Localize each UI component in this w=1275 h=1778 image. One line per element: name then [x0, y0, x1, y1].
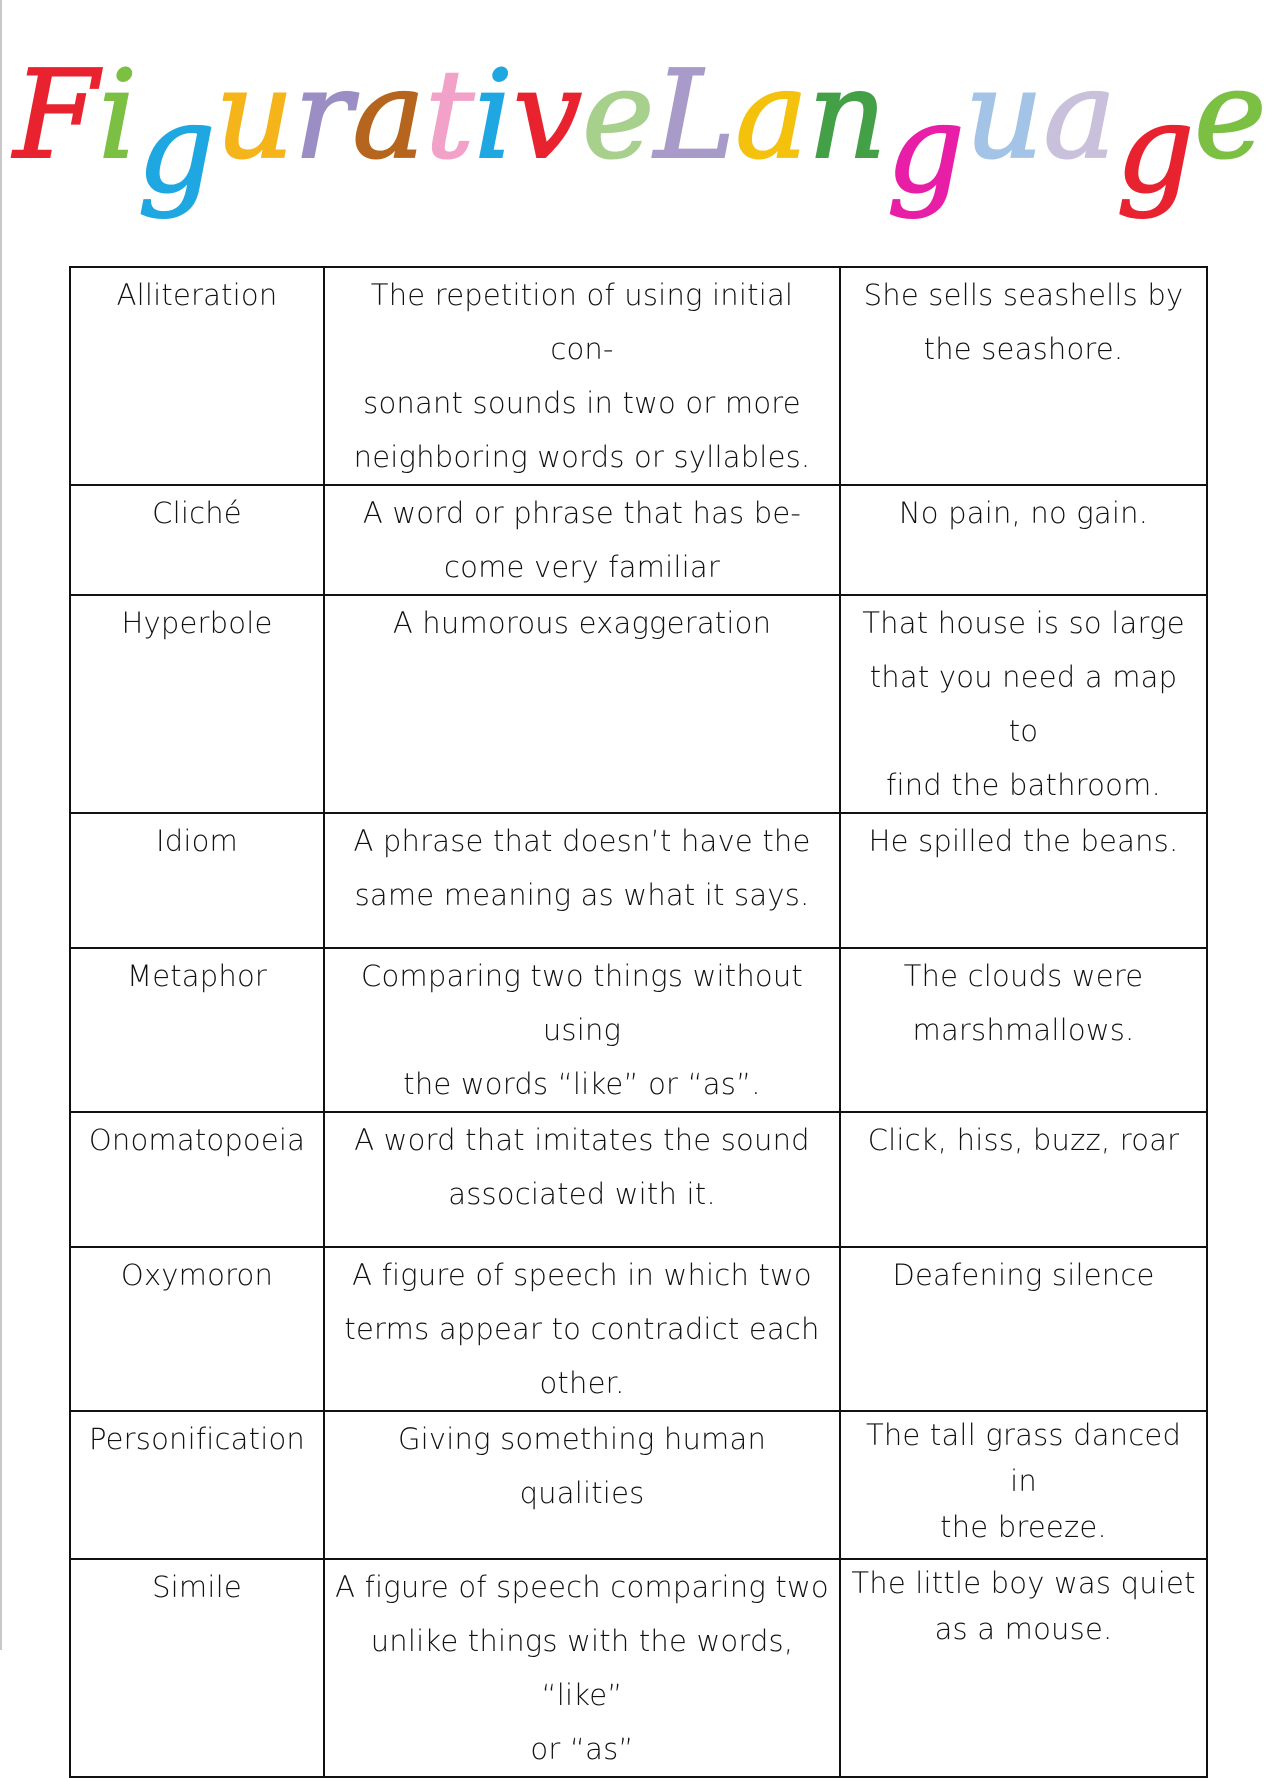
- definition-line: associated with it.: [448, 1177, 716, 1211]
- definition-cell: [324, 595, 840, 813]
- definition-cell: [324, 948, 840, 1112]
- definition-cell: [324, 1247, 840, 1411]
- title-letter: r: [294, 44, 353, 186]
- title-letter: F: [13, 44, 99, 186]
- definition-line: neighboring words or syllables.: [353, 440, 811, 474]
- definition-line: or “as”: [530, 1732, 634, 1766]
- title-letter: u: [964, 44, 1044, 186]
- table-row: [70, 1411, 1207, 1559]
- example-cell: [840, 1559, 1207, 1777]
- definition-line: A figure of speech comparing two: [335, 1570, 829, 1604]
- definition-line: A figure of speech in which two: [352, 1258, 812, 1292]
- example-cell: [840, 1411, 1207, 1559]
- definition-cell: [324, 1559, 840, 1777]
- definition-line: A phrase that doesn’t have the: [353, 824, 811, 858]
- example-line: Click, hiss, buzz, roar: [867, 1123, 1180, 1157]
- example-cell: [840, 1112, 1207, 1247]
- definition-line: Comparing two things without using: [361, 959, 803, 1047]
- title-letter: g: [886, 78, 965, 220]
- definition-line: A word or phrase that has be-: [362, 496, 802, 530]
- definition-line: same meaning as what it says.: [354, 878, 810, 912]
- table-row: [70, 813, 1207, 948]
- definition-line: unlike things with the words, “like”: [370, 1624, 794, 1712]
- title-letter: t: [425, 44, 475, 186]
- example-line: the breeze.: [940, 1510, 1107, 1544]
- definition-line: Giving something human qualities: [397, 1422, 767, 1510]
- definition-line: sonant sounds in two or more: [363, 386, 801, 420]
- title-letter: e: [582, 44, 655, 186]
- definition-cell: [324, 1112, 840, 1247]
- example-cell: [840, 948, 1207, 1112]
- page-title: [13, 40, 1267, 240]
- term-cell: Personification: [70, 1411, 324, 1559]
- table-row: [70, 485, 1207, 595]
- example-cell: [840, 485, 1207, 595]
- example-cell: [840, 595, 1207, 813]
- definition-line: terms appear to contradict each: [344, 1312, 820, 1346]
- definition-line: A word that imitates the sound: [354, 1123, 810, 1157]
- table-row: [70, 1559, 1207, 1777]
- term-cell: Simile: [70, 1559, 324, 1777]
- definition-line: the words “like” or “as”.: [403, 1067, 761, 1101]
- example-cell: [840, 1247, 1207, 1411]
- example-cell: [840, 813, 1207, 948]
- example-line: Deafening silence: [892, 1258, 1155, 1292]
- title-letter: g: [137, 78, 216, 220]
- example-line: The tall grass danced in: [865, 1418, 1182, 1498]
- title-letter: i: [474, 44, 514, 186]
- title-letter: v: [513, 44, 583, 186]
- term-cell: Onomatopoeia: [70, 1112, 324, 1247]
- example-line: find the bathroom.: [886, 768, 1161, 802]
- term-cell: Alliteration: [70, 267, 324, 485]
- table-row: [70, 948, 1207, 1112]
- example-line: He spilled the beans.: [868, 824, 1179, 858]
- title-letter: n: [808, 44, 887, 186]
- title-letter: e: [1194, 44, 1267, 186]
- title-letter: a: [352, 44, 426, 186]
- definition-cell: [324, 485, 840, 595]
- title-letter: L: [654, 44, 736, 186]
- example-line: that you need a map to: [869, 660, 1178, 748]
- table-row: [70, 1247, 1207, 1411]
- title-letter: a: [1043, 44, 1117, 186]
- table-row: [70, 1112, 1207, 1247]
- example-line: marshmallows.: [912, 1013, 1135, 1047]
- example-line: The little boy was quiet: [851, 1566, 1196, 1600]
- example-line: She sells seashells by: [863, 278, 1184, 312]
- definition-cell: [324, 813, 840, 948]
- title-letter: u: [215, 44, 294, 186]
- term-cell: Oxymoron: [70, 1247, 324, 1411]
- definition-cell: [324, 1411, 840, 1559]
- term-cell: Cliché: [70, 485, 324, 595]
- title-letter: a: [735, 44, 809, 186]
- example-line: No pain, no gain.: [898, 496, 1149, 530]
- definition-line: A humorous exaggeration: [392, 606, 772, 640]
- title-letter: i: [98, 44, 138, 186]
- figurative-language-table: [69, 266, 1208, 1778]
- example-cell: [840, 267, 1207, 485]
- term-cell: Idiom: [70, 813, 324, 948]
- definition-line: The repetition of using initial con-: [370, 278, 794, 366]
- example-line: That house is so large: [862, 606, 1185, 640]
- page-edge: [0, 0, 2, 1650]
- term-cell: Metaphor: [70, 948, 324, 1112]
- table-row: [70, 267, 1207, 485]
- example-line: as a mouse.: [934, 1612, 1113, 1646]
- term-cell: Hyperbole: [70, 595, 324, 813]
- definition-line: other.: [539, 1366, 625, 1400]
- definition-cell: [324, 267, 840, 485]
- table-row: [70, 595, 1207, 813]
- definition-line: come very familiar: [444, 550, 720, 584]
- title-letter: g: [1116, 78, 1195, 220]
- example-line: the seashore.: [923, 332, 1124, 366]
- example-line: The clouds were: [903, 959, 1144, 993]
